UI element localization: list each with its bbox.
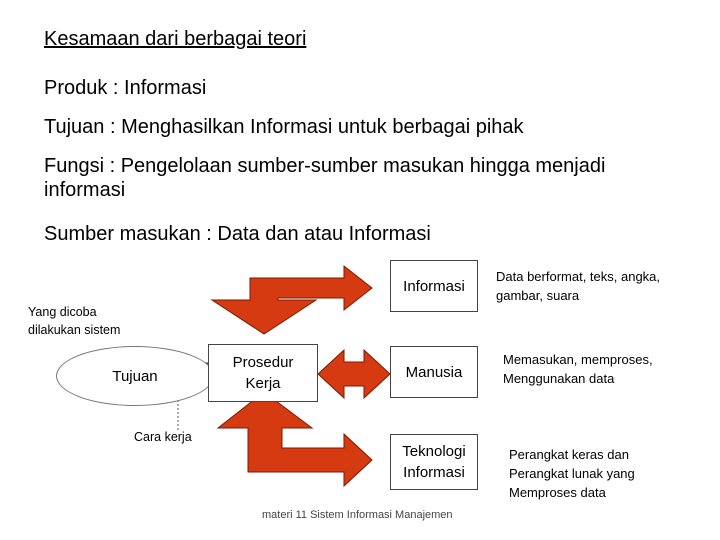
manusia-box [390, 346, 478, 398]
arrow-teknologi [218, 392, 372, 486]
prosedur-kerja-box [208, 344, 318, 402]
line-produk: Produk : Informasi [44, 77, 207, 99]
note-manusia: Memasukan, memproses, Menggunakan data [503, 352, 653, 386]
teknologi-informasi-label: Teknologi Informasi [402, 443, 466, 481]
line-sumber: Sumber masukan : Data dan atau Informasi [44, 223, 431, 245]
informasi-box [390, 260, 478, 312]
prosedur-kerja-label: Prosedur Kerja [232, 354, 294, 392]
teknologi-informasi-box [390, 434, 478, 490]
line-fungsi: Fungsi : Pengelolaan sumber-sumber masukan hingga menjadi informasi [44, 155, 606, 201]
manusia-label: Manusia [405, 363, 463, 381]
note-informasi: Data berformat, teks, angka, gambar, suara [496, 269, 661, 303]
yang-dicoba-label: Yang dicoba dilakukan sistem [28, 305, 121, 337]
informasi-label: Informasi [403, 277, 465, 295]
line-tujuan: Tujuan : Menghasilkan Informasi untuk berbagai pihak [44, 116, 524, 138]
cara-kerja-label: Cara kerja [134, 430, 192, 444]
tujuan-ellipse: Tujuan [56, 346, 214, 406]
arrow-prosedur-manusia [318, 350, 390, 398]
arrow-informasi [212, 266, 372, 334]
note-teknologi: Perangkat keras dan Perangkat lunak yang Memproses data [509, 447, 635, 500]
footer-text: materi 11 Sistem Informasi Manajemen [262, 509, 453, 521]
page-title: Kesamaan dari berbagai teori [44, 28, 307, 50]
